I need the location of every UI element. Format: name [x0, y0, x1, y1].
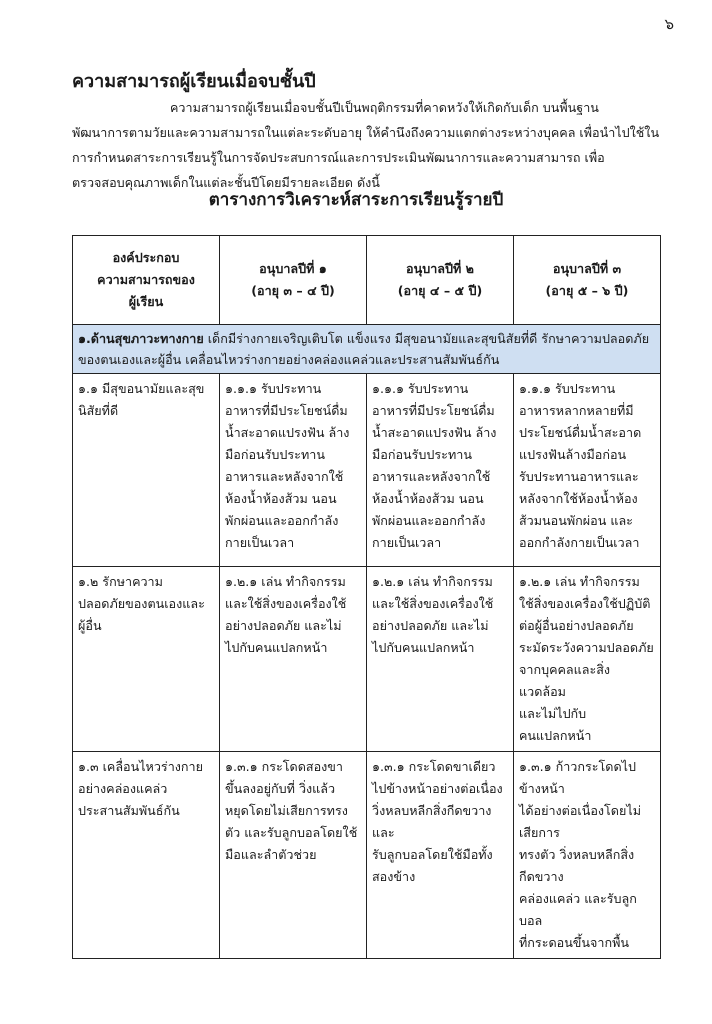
intro-line: ความสามารถผู้เรียนเมื่อจบชั้นปีเป็นพฤติกรรมที่คาดหวังให้เกิดกับเด็ก บนพื้นฐาน — [170, 100, 599, 115]
intro-line: พัฒนาการตามวัยและความสามารถในแต่ละระดับอายุ ให้คำนึงถึงความแตกต่างระหว่างบุคคล เพื่อนำไปใช้ใน — [72, 125, 660, 140]
header-kindergarten-1: อนุบาลปีที่ ๑ (อายุ ๓ – ๔ ปี) — [220, 236, 367, 325]
table-row — [73, 752, 661, 959]
kindergarten-3-cell: ๑.๑.๑ รับประทาน อาหารหลากหลายที่มี ประโยชน์ดื่มน้ำสะอาด แปรงฟันล้างมือก่อน รับประทานอาหารและ หลังจากใช้ห้องน้ำห้อง ส้วมนอนพักผ่อน และ ออกกำลังกายเป็นเวลา — [514, 374, 661, 567]
page-number: ๖ — [664, 15, 674, 33]
header-kindergarten-2: อนุบาลปีที่ ๒ (อายุ ๔ – ๕ ปี) — [367, 236, 514, 325]
intro-paragraph — [72, 95, 668, 195]
intro-line: การกำหนดสาระการเรียนรู้ในการจัดประสบการณ์และการประเมินพัฒนาการและความสามารถ เพื่อ — [72, 150, 605, 165]
intro-line: ตรวจสอบคุณภาพเด็กในแต่ละชั้นปีโดยมีรายละเอียด ดังนี้ — [72, 175, 380, 190]
table-title: ตารางการวิเคราะห์สาระการเรียนรู้รายปี — [208, 190, 504, 210]
kindergarten-1-cell: ๑.๒.๑ เล่น ทำกิจกรรม และใช้สิ่งของเครื่องใช้ อย่างปลอดภัย และไม่ ไปกับคนแปลกหน้า — [220, 567, 367, 752]
kindergarten-2-cell: ๑.๒.๑ เล่น ทำกิจกรรม และใช้สิ่งของเครื่องใช้ อย่างปลอดภัย และไม่ ไปกับคนแปลกหน้า — [367, 567, 514, 752]
table-row — [73, 374, 661, 567]
section-heading: ความสามารถผู้เรียนเมื่อจบชั้นปี — [72, 71, 316, 92]
kindergarten-1-cell: ๑.๓.๑ กระโดดสองขา ขึ้นลงอยู่กับที่ วิ่งแล้ว หยุดโดยไม่เสียการทรง ตัว และรับลูกบอลโดยใช้ มือและลำตัวช่วย — [220, 752, 367, 959]
domain-label: ๑.ด้านสุขภาวะทางกาย — [78, 331, 204, 346]
table-header-row — [73, 236, 661, 325]
component-cell: ๑.๓ เคลื่อนไหวร่างกาย อย่างคล่องแคล่ว ประสานสัมพันธ์กัน — [73, 752, 220, 959]
header-component: องค์ประกอบ ความสามารถของ ผู้เรียน — [73, 236, 220, 325]
kindergarten-2-cell: ๑.๓.๑ กระโดดขาเดียว ไปข้างหน้าอย่างต่อเนื่อง วิ่งหลบหลีกสิ่งกีดขวาง และ รับลูกบอลโดยใช้มือทั้ง สองข้าง — [367, 752, 514, 959]
learning-analysis-table — [72, 235, 661, 959]
domain-row — [73, 325, 661, 374]
table-row — [73, 567, 661, 752]
domain-cell — [73, 325, 661, 374]
kindergarten-3-cell: ๑.๒.๑ เล่น ทำกิจกรรม ใช้สิ่งของเครื่องใช้ปฏิบัติ ต่อผู้อื่นอย่างปลอดภัย ระมัดระวังความปลอดภัย จากบุคคลและสิ่งแวดล้อม และไม่ไปกับ คนแปลกหน้า — [514, 567, 661, 752]
kindergarten-1-cell: ๑.๑.๑ รับประทาน อาหารที่มีประโยชน์ดื่ม น้ำสะอาดแปรงฟัน ล้าง มือก่อนรับประทาน อาหารและหลังจากใช้ ห้องน้ำห้องส้วม นอน พักผ่อนและออกกำลัง กายเป็นเวลา — [220, 374, 367, 567]
domain-description: เด็กมีร่างกายเจริญเติบโต แข็งแรง มีสุขอนามัยและสุขนิสัยที่ดี รักษาความปลอดภัยของตนเองและผู้อื่น เคลื่อนไหวร่างกายอย่างคล่องแคล่วและประสานสัมพันธ์กัน — [78, 331, 650, 367]
kindergarten-2-cell: ๑.๑.๑ รับประทาน อาหารที่มีประโยชน์ดื่ม น้ำสะอาดแปรงฟัน ล้าง มือก่อนรับประทาน อาหารและหลังจากใช้ ห้องน้ำห้องส้วม นอน พักผ่อนและออกกำลัง กายเป็นเวลา — [367, 374, 514, 567]
kindergarten-3-cell: ๑.๓.๑ ก้าวกระโดดไป ข้างหน้า ได้อย่างต่อเนื่องโดยไม่ เสียการ ทรงตัว วิ่งหลบหลีกสิ่ง กีดขวาง คล่องแคล่ว และรับลูก บอล ที่กระดอนขึ้นจากพื้น — [514, 752, 661, 959]
header-kindergarten-3: อนุบาลปีที่ ๓ (อายุ ๕ – ๖ ปี) — [514, 236, 661, 325]
component-cell: ๑.๑ มีสุขอนามัยและสุข นิสัยที่ดี — [73, 374, 220, 567]
component-cell: ๑.๒ รักษาความ ปลอดภัยของตนเองและ ผู้อื่น — [73, 567, 220, 752]
